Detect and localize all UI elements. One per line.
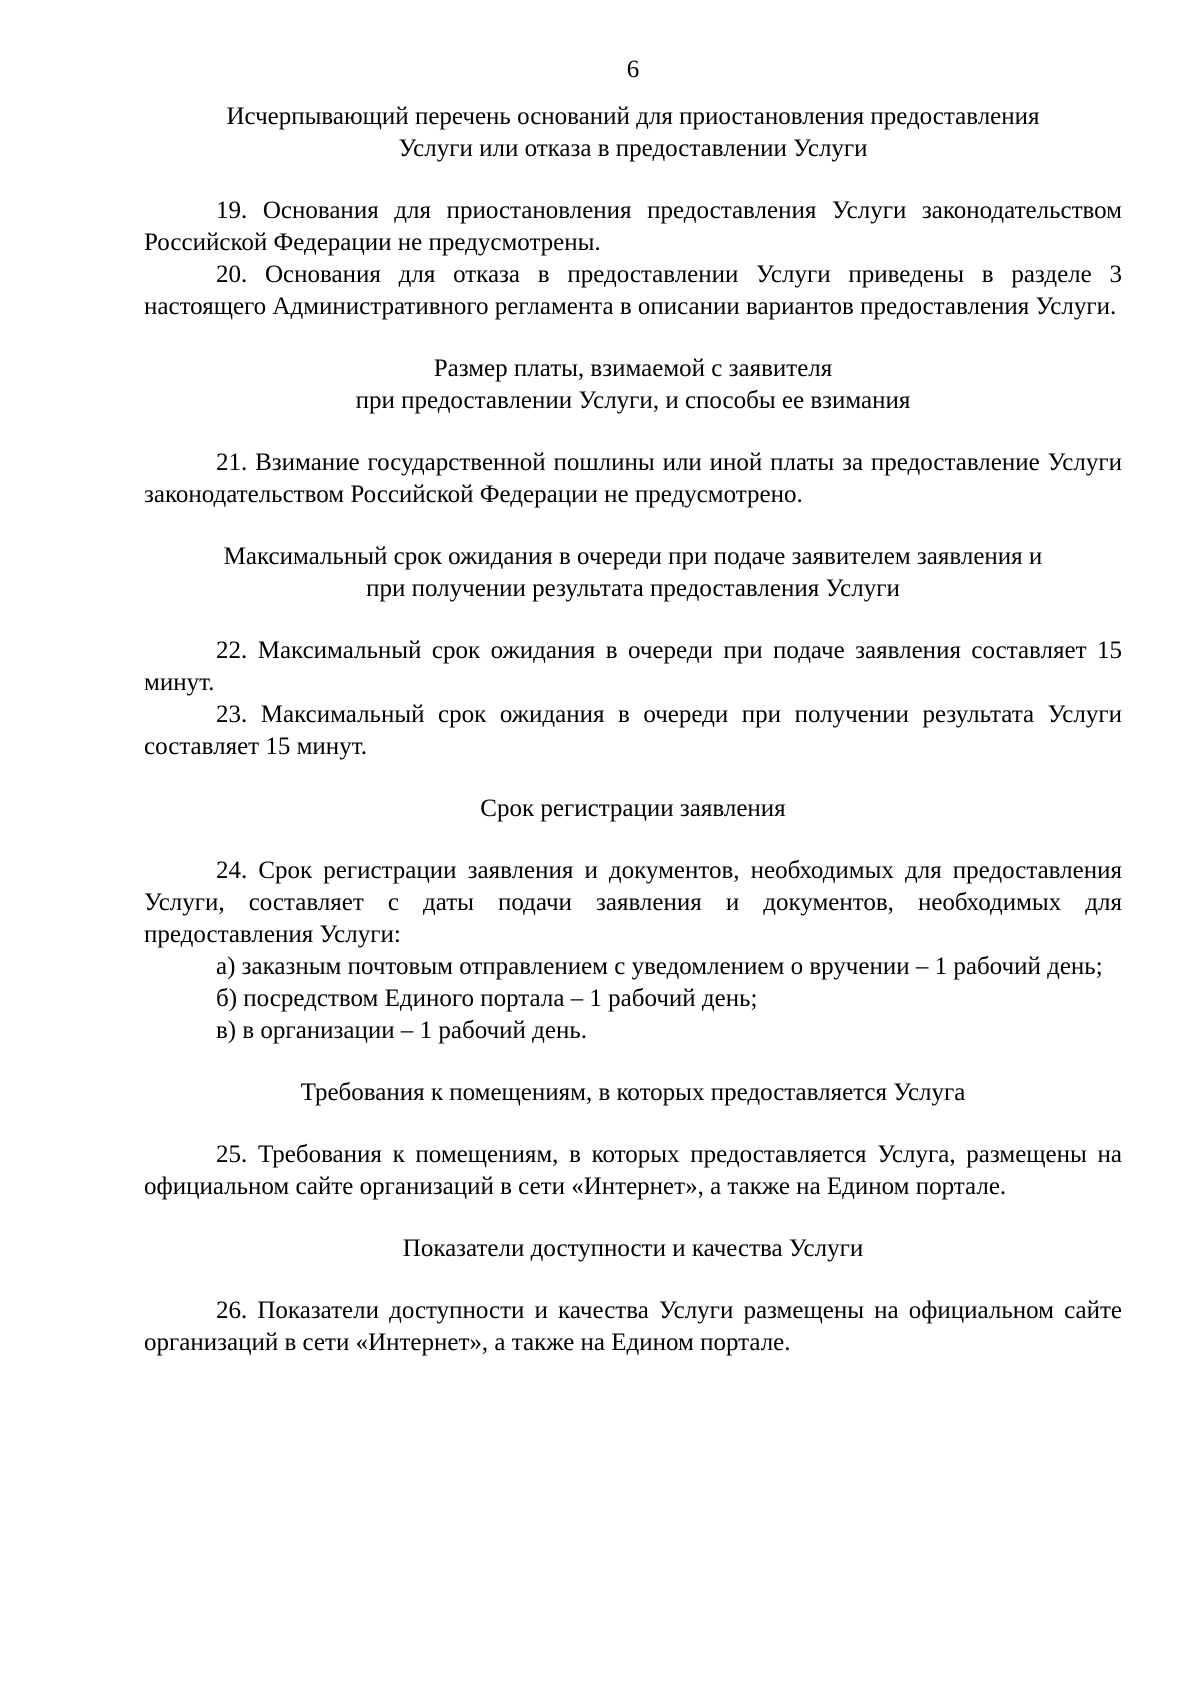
paragraph-21: 21. Взимание государственной пошлины или иной платы за предоставление Услуги законодательством Российской Федерации не предусмотрено. bbox=[144, 449, 1122, 508]
page-number: 6 bbox=[626, 56, 640, 83]
section-heading bbox=[144, 101, 1122, 165]
section-premises-requirements bbox=[144, 1077, 1122, 1203]
paragraph-24-a: а) заказным почтовым отправлением с уведомлением о вручении – 1 рабочий день; bbox=[216, 953, 1103, 980]
paragraph-20: 20. Основания для отказа в предоставлении Услуги приведены в разделе 3 настоящего Административного регламента в описании вариантов предоставления Услуги. bbox=[144, 261, 1122, 320]
paragraph-24-c: в) в организации – 1 рабочий день. bbox=[216, 1017, 587, 1044]
section-quality-indicators bbox=[144, 1233, 1122, 1359]
paragraph-22: 22. Максимальный срок ожидания в очереди при подаче заявления составляет 15 минут. bbox=[144, 637, 1122, 696]
section-heading bbox=[144, 793, 1122, 825]
section-heading bbox=[144, 1077, 1122, 1109]
section-registration-term bbox=[144, 793, 1122, 1047]
paragraph-19: 19. Основания для приостановления предоставления Услуги законодательством Российской Федерации не предусмотрены. bbox=[144, 197, 1122, 256]
section-queue-time bbox=[144, 541, 1122, 763]
heading-line: Исчерпывающий перечень оснований для приостановления предоставления bbox=[226, 103, 1040, 130]
heading-line: при предоставлении Услуги, и способы ее взимания bbox=[355, 387, 911, 414]
heading-line: Размер платы, взимаемой с заявителя bbox=[433, 355, 833, 382]
paragraph-25: 25. Требования к помещениям, в которых предоставляется Услуга, размещены на официальном сайте организаций в сети «Интернет», а также на Едином портале. bbox=[144, 1141, 1122, 1200]
section-heading bbox=[144, 1233, 1122, 1265]
paragraph-23: 23. Максимальный срок ожидания в очереди при получении результата Услуги составляет 15 минут. bbox=[144, 701, 1122, 760]
paragraph-24: 24. Срок регистрации заявления и документов, необходимых для предоставления Услуги, составляет с даты подачи заявления и документов, необходимых для предоставления Услуги: bbox=[144, 857, 1122, 948]
heading-line: Максимальный срок ожидания в очереди при подаче заявителем заявления и bbox=[223, 543, 1043, 570]
section-fee bbox=[144, 353, 1122, 511]
section-heading bbox=[144, 541, 1122, 605]
heading-line: при получении результата предоставления Услуги bbox=[366, 575, 900, 602]
section-suspension-grounds bbox=[144, 101, 1122, 323]
heading-line: Срок регистрации заявления bbox=[480, 795, 786, 822]
section-heading bbox=[144, 353, 1122, 417]
paragraph-26: 26. Показатели доступности и качества Услуги размещены на официальном сайте организаций в сети «Интернет», а также на Едином портале. bbox=[144, 1297, 1122, 1356]
heading-line: Услуги или отказа в предоставлении Услуги bbox=[398, 135, 868, 162]
paragraph-24-b: б) посредством Единого портала – 1 рабочий день; bbox=[216, 985, 758, 1012]
heading-line: Показатели доступности и качества Услуги bbox=[402, 1235, 864, 1262]
heading-line: Требования к помещениям, в которых предоставляется Услуга bbox=[300, 1079, 966, 1106]
